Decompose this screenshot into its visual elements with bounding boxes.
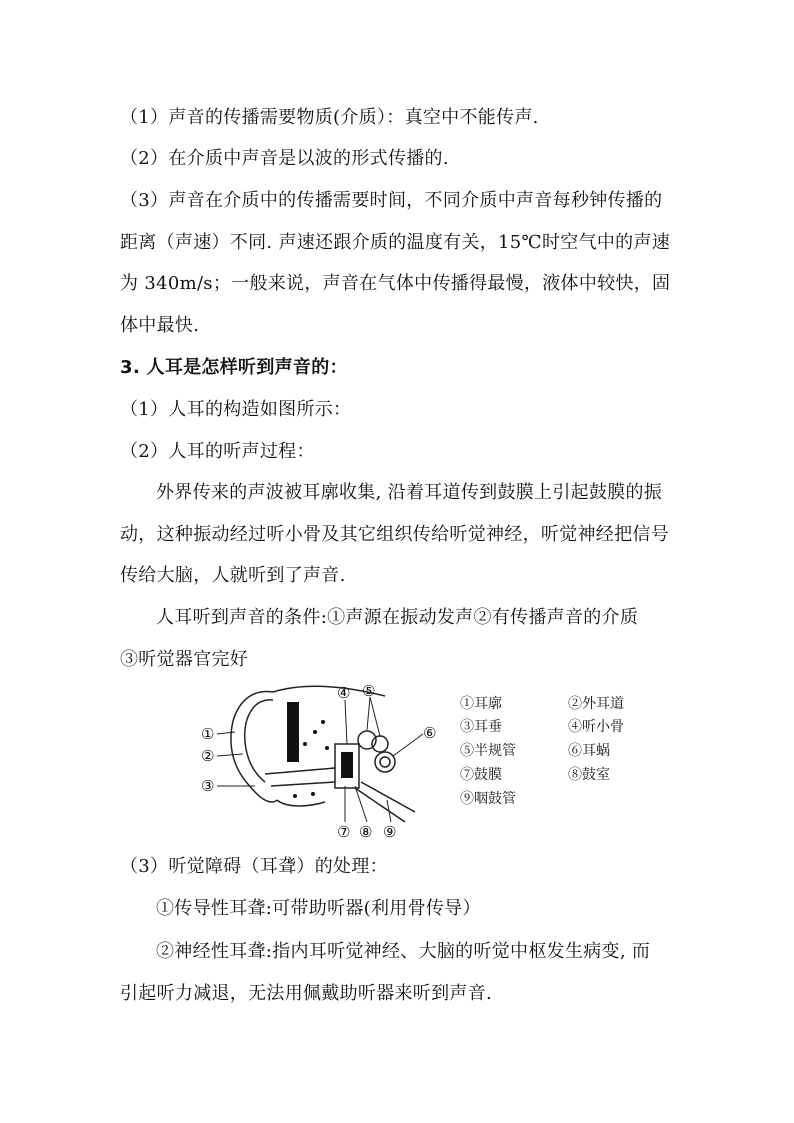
legend-item-6: ⑥耳蜗: [568, 743, 610, 759]
nerve-deafness-line-1: ②神经性耳聋:指内耳听觉神经、大脑的听觉中枢发生病变, 而: [156, 941, 651, 962]
legend-item-1: ①耳廓: [460, 696, 502, 712]
hearing-impairment-heading: （3）听觉障碍（耳聋）的处理：: [120, 856, 388, 877]
hearing-process-line-3: 传给大脑，人就听到了声音.: [120, 565, 346, 586]
legend-item-4: ④听小骨: [568, 719, 624, 735]
marker-9: ⑨: [383, 823, 397, 841]
hearing-process-line-1: 外界传来的声波被耳廓收集, 沿着耳道传到鼓膜上引起鼓膜的振: [156, 482, 663, 503]
paragraph-3-line-2: 距离（声速）不同. 声速还跟介质的温度有关，15℃时空气中的声速: [120, 232, 671, 253]
section-heading: 3. 人耳是怎样听到声音的：: [120, 357, 348, 378]
ear-diagram: [195, 682, 445, 842]
marker-8: ⑧: [359, 823, 373, 841]
legend-item-2: ②外耳道: [568, 696, 624, 712]
paragraph-2: （2）在介质中声音是以波的形式传播的.: [120, 148, 449, 169]
paragraph-3-line-4: 体中最快.: [120, 315, 200, 336]
legend-item-3: ③耳垂: [460, 719, 502, 735]
legend-item-9: ⑨咽鼓管: [460, 791, 516, 807]
hearing-conditions-line-1: 人耳听到声音的条件:①声源在振动发声②有传播声音的介质: [156, 607, 639, 628]
legend-item-8: ⑧鼓室: [568, 767, 610, 783]
marker-3: ③: [201, 777, 215, 795]
hearing-process-heading: （2）人耳的听声过程：: [120, 441, 315, 462]
marker-5: ⑤: [362, 682, 376, 700]
marker-1: ①: [201, 725, 215, 743]
conductive-deafness-line: ①传导性耳聋:可带助听器(利用骨传导）: [156, 898, 481, 919]
marker-6: ⑥: [423, 724, 437, 742]
marker-4: ④: [337, 684, 351, 702]
ear-structure-line: （1）人耳的构造如图所示：: [120, 399, 352, 420]
marker-7: ⑦: [337, 823, 351, 841]
nerve-deafness-line-2: 引起听力减退，无法用佩戴助听器来听到声音.: [120, 983, 493, 1004]
legend-item-5: ⑤半规管: [460, 743, 516, 759]
paragraph-3-line-1: （3）声音在介质中的传播需要时间，不同介质中声音每秒钟传播的: [120, 190, 663, 211]
paragraph-1: （1）声音的传播需要物质(介质）：真空中不能传声.: [120, 107, 539, 128]
hearing-conditions-line-2: ③听觉器官完好: [120, 649, 249, 670]
paragraph-3-line-3: 为 340m/s；一般来说，声音在气体中传播得最慢，液体中较快，固: [120, 273, 671, 294]
legend-item-7: ⑦鼓膜: [460, 767, 502, 783]
marker-2: ②: [201, 747, 215, 765]
hearing-process-line-2: 动，这种振动经过听小骨及其它组织传给听觉神经，听觉神经把信号: [120, 524, 669, 545]
